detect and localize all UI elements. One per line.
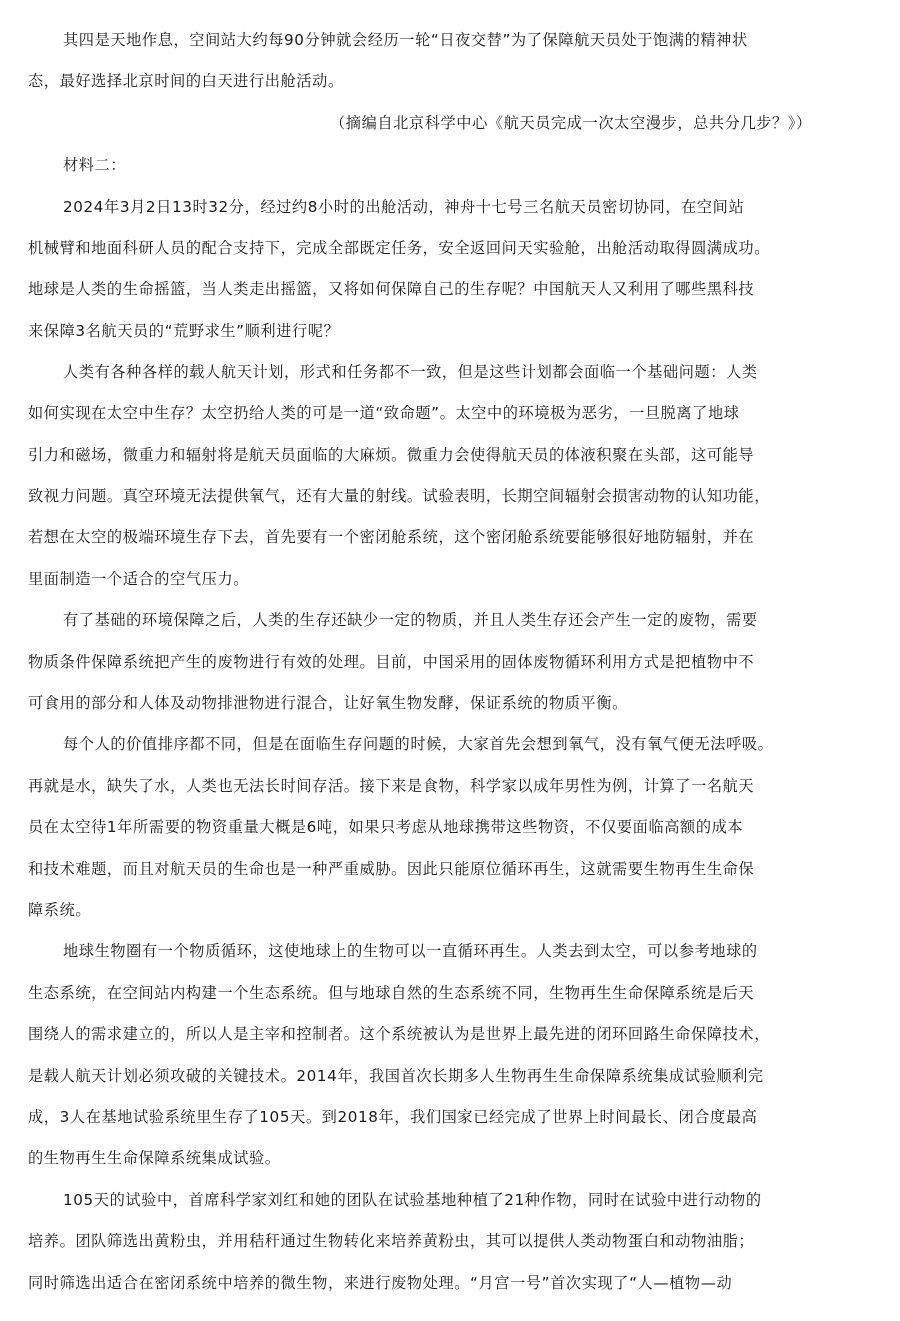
text-line: 障系统。 (28, 901, 92, 919)
text-line: 引力和磁场，微重力和辐射将是航天员面临的大麻烦。微重力会使得航天员的体液积聚在头部，这可能导 (28, 446, 755, 464)
text-line: 地球是人类的生命摇篮，当人类走出摇篮，又将如何保障自己的生存呢？中国航天人又利用了哪些黑科技 (28, 280, 755, 298)
text-line: 来保障3名航天员的“荒野求生”顺利进行呢？ (28, 322, 340, 340)
text-line: 培养。团队筛选出黄粉虫，并用秸秆通过生物转化来培养黄粉虫，其可以提供人类动物蛋白和动物油脂； (28, 1232, 755, 1250)
text-line: 里面制造一个适合的空气压力。 (28, 570, 250, 588)
text-line: 2024年3月2日13时32分，经过约8小时的出舱活动，神舟十七号三名航天员密切协同，在空间站 (63, 198, 745, 216)
text-line: 如何实现在太空中生存？太空扔给人类的可是一道“致命题”。太空中的环境极为恶劣，一旦脱离了地球 (28, 404, 740, 422)
text-line: 其四是天地作息，空间站大约每90分钟就会经历一轮“日夜交替”为了保障航天员处于饱满的精神状 (63, 31, 748, 49)
text-line: 可食用的部分和人体及动物排泄物进行混合，让好氧生物发酵，保证系统的物质平衡。 (28, 694, 628, 712)
text-line: 态，最好选择北京时间的白天进行出舱活动。 (28, 72, 344, 90)
text-line: 若想在太空的极端环境生存下去，首先要有一个密闭舱系统，这个密闭舱系统要能够很好地防辐射，并在 (28, 528, 755, 546)
text-line: 员在太空待1年所需要的物资重量大概是6吨，如果只考虑从地球携带这些物资，不仅要面临高额的成本 (28, 818, 744, 836)
text-line: 的生物再生生命保障系统集成试验。 (28, 1149, 281, 1167)
text-line: 成，3人在基地试验系统里生存了105天。到2018年，我们国家已经完成了世界上时间最长、闭合度最高 (28, 1108, 758, 1126)
source-citation: （摘编自北京科学中心《航天员完成一次太空漫步，总共分几步？》） (330, 114, 812, 132)
text-line: 物质条件保障系统把产生的废物进行有效的处理。目前，中国采用的固体废物循环利用方式是把植物中不 (28, 653, 755, 671)
text-line: 是载人航天计划必须攻破的关键技术。2014年，我国首次长期多人生物再生生命保障系统集成试验顺利完 (28, 1067, 764, 1085)
text-line: 地球生物圈有一个物质循环，这使地球上的生物可以一直循环再生。人类去到太空，可以参考地球的 (63, 942, 758, 960)
text-line: 围绕人的需求建立的，所以人是主宰和控制者。这个系统被认为是世界上最先进的闭环回路生命保障技术， (28, 1025, 771, 1043)
text-line: 再就是水，缺失了水，人类也无法长时间存活。接下来是食物，科学家以成年男性为例，计算了一名航天 (28, 777, 755, 795)
text-line: 和技术难题，而且对航天员的生命也是一种严重威胁。因此只能原位循环再生，这就需要生物再生生命保 (28, 860, 755, 878)
section-heading: 材料二： (63, 156, 127, 174)
text-line: 人类有各种各样的载人航天计划，形式和任务都不一致，但是这些计划都会面临一个基础问题：人类 (63, 363, 758, 381)
text-line: 生态系统，在空间站内构建一个生态系统。但与地球自然的生态系统不同，生物再生生命保障系统是后天 (28, 984, 755, 1002)
text-line: 有了基础的环境保障之后，人类的生存还缺少一定的物质，并且人类生存还会产生一定的废物，需要 (63, 611, 758, 629)
text-line: 致视力问题。真空环境无法提供氧气，还有大量的射线。试验表明，长期空间辐射会损害动物的认知功能， (28, 487, 771, 505)
text-line: 105天的试验中，首席科学家刘红和她的团队在试验基地种植了21种作物，同时在试验中进行动物的 (63, 1191, 762, 1209)
text-line: 机械臂和地面科研人员的配合支持下，完成全部既定任务，安全返回问天实验舱，出舱活动取得圆满成功。 (28, 239, 771, 257)
text-line: 同时筛选出适合在密闭系统中培养的微生物，来进行废物处理。“月宫一号”首次实现了“人—植物—动 (28, 1274, 733, 1292)
text-line: 每个人的价值排序都不同，但是在面临生存问题的时候，大家首先会想到氧气，没有氧气便无法呼吸。 (63, 735, 774, 753)
